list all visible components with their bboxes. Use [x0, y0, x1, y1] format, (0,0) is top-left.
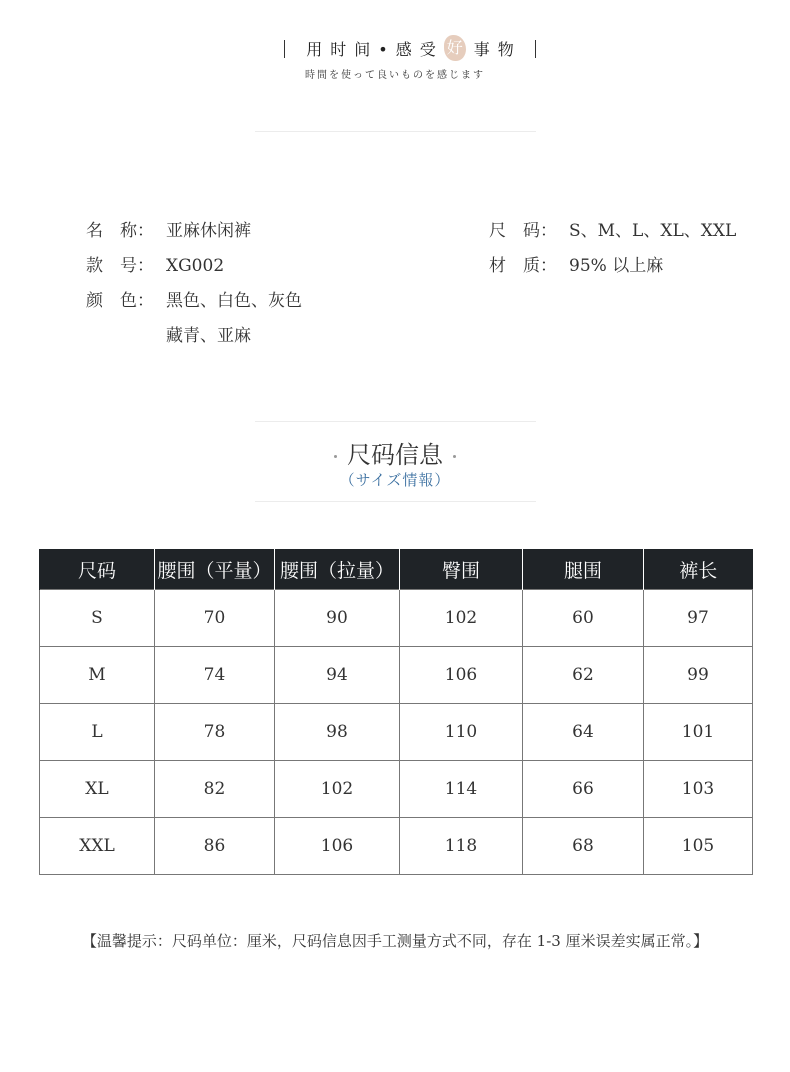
table-cell: 68 [523, 818, 644, 875]
table-row [40, 590, 753, 647]
color-value-line2: 藏青、亚麻 [166, 326, 251, 346]
size-table [39, 549, 753, 875]
table-cell: XL [40, 761, 155, 818]
measurement-tip: 【温馨提示：尺码单位：厘米，尺码信息因手工测量方式不同，存在 1-3 厘米误差实属正常。】 [81, 932, 709, 950]
table-cell: 99 [644, 647, 753, 704]
table-cell: S [40, 590, 155, 647]
section-title [0, 435, 790, 470]
style-label: 款 号： [86, 256, 154, 276]
header-waist-flat: 腰围（平量） [155, 549, 275, 590]
table-cell: 98 [275, 704, 400, 761]
title-dot-left [334, 455, 337, 458]
table-cell: 110 [400, 704, 523, 761]
table-cell: 74 [155, 647, 275, 704]
table-header-row [40, 549, 753, 590]
divider-left [284, 40, 285, 58]
table-cell: 103 [644, 761, 753, 818]
section-bottom-line [255, 501, 536, 502]
header-hip: 臀围 [400, 549, 523, 590]
style-value: XG002 [166, 256, 225, 276]
table-cell: 90 [275, 590, 400, 647]
info-row-color-2 [166, 324, 251, 348]
table-cell: 82 [155, 761, 275, 818]
slogan-after: 事物 [473, 39, 522, 59]
size-value: S、M、L、XL、XXL [569, 221, 737, 241]
header-size: 尺码 [40, 549, 155, 590]
table-row [40, 761, 753, 818]
section-top-line [255, 421, 536, 422]
table-cell: L [40, 704, 155, 761]
table-cell: 106 [275, 818, 400, 875]
table-cell: XXL [40, 818, 155, 875]
table-cell: 106 [400, 647, 523, 704]
table-cell: 114 [400, 761, 523, 818]
table-cell: 70 [155, 590, 275, 647]
table-cell: 86 [155, 818, 275, 875]
brand-slogan [300, 36, 528, 60]
table-cell: 94 [275, 647, 400, 704]
table-cell: M [40, 647, 155, 704]
table-cell: 102 [275, 761, 400, 818]
info-row-style [86, 254, 224, 278]
material-value: 95% 以上麻 [569, 256, 664, 276]
material-label: 材 质： [489, 256, 557, 276]
section-title-text: 尺码信息 [347, 441, 443, 469]
table-cell: 64 [523, 704, 644, 761]
header-length: 裤长 [644, 549, 753, 590]
table-cell: 102 [400, 590, 523, 647]
section-subtitle: （サイズ情報） [339, 471, 451, 489]
divider-right [535, 40, 536, 58]
info-row-name [86, 219, 251, 243]
table-cell: 118 [400, 818, 523, 875]
table-row [40, 818, 753, 875]
slogan-highlight: 好 [444, 35, 466, 61]
info-row-size [489, 219, 736, 243]
separator-line [255, 131, 536, 132]
table-cell: 78 [155, 704, 275, 761]
color-label: 颜 色： [86, 291, 154, 311]
info-row-material [489, 254, 663, 278]
header-thigh: 腿围 [523, 549, 644, 590]
table-cell: 66 [523, 761, 644, 818]
table-cell: 62 [523, 647, 644, 704]
table-cell: 60 [523, 590, 644, 647]
size-label: 尺 码： [489, 221, 557, 241]
table-cell: 101 [644, 704, 753, 761]
table-cell: 97 [644, 590, 753, 647]
header-waist-stretch: 腰围（拉量） [275, 549, 400, 590]
color-value-line1: 黑色、白色、灰色 [166, 291, 302, 311]
brand-subtitle: 時間を使って良いものを感じます [305, 70, 485, 81]
name-value: 亚麻休闲裤 [166, 221, 251, 241]
slogan-before: 用时间•感受 [306, 39, 444, 59]
info-row-color [86, 289, 302, 313]
table-cell: 105 [644, 818, 753, 875]
name-label: 名 称： [86, 221, 154, 241]
brand-header [0, 36, 790, 96]
title-dot-right [453, 455, 456, 458]
table-row [40, 704, 753, 761]
table-row [40, 647, 753, 704]
